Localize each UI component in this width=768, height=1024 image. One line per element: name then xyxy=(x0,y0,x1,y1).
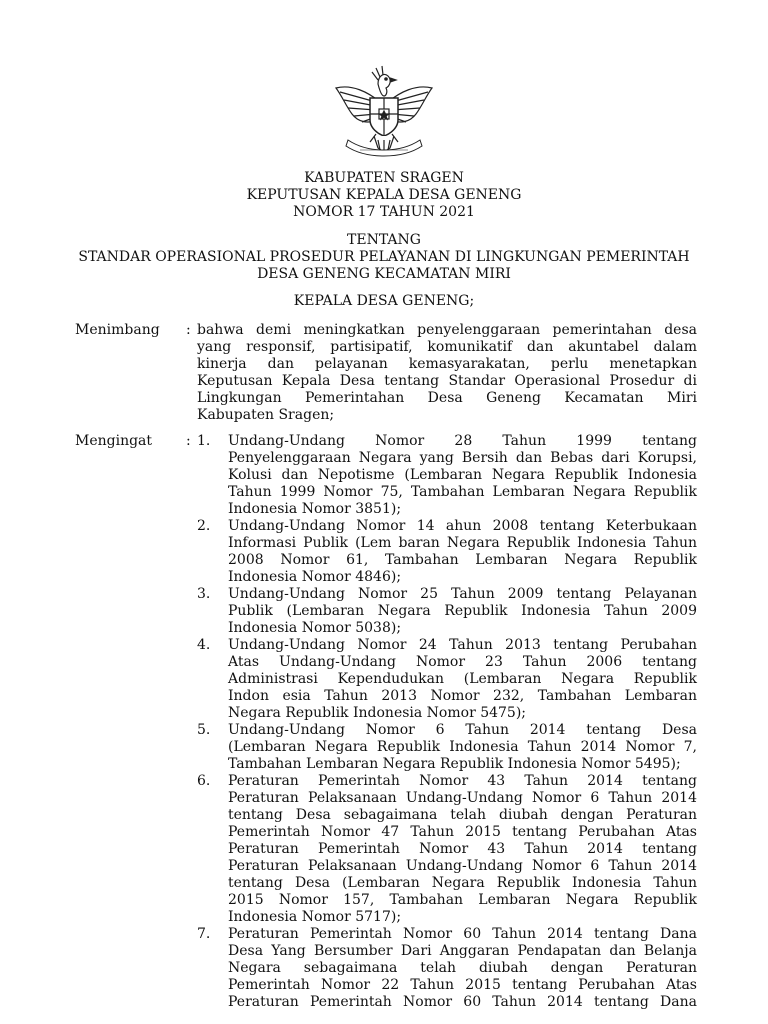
subject-line-2: DESA GENENG KECAMATAN MIRI xyxy=(257,266,511,282)
item-line: Negara Republik Indonesia Nomor 5475); xyxy=(228,705,527,721)
item-line: Kolusi dan Nepotisme (Lembaran Negara Republik Indonesia xyxy=(228,467,697,483)
item-line: Atas Undang-Undang Nomor 23 Tahun 2006 tentang xyxy=(228,654,697,670)
item-line: (Lembaran Negara Republik Indonesia Tahun 2014 Nomor 7, xyxy=(228,739,697,755)
decree-number: NOMOR 17 TAHUN 2021 xyxy=(293,204,475,220)
item-line: Tambahan Lembaran Negara Republik Indonesia Nomor 5495); xyxy=(228,756,681,772)
item-line: Pemerintah Nomor 22 Tahun 2015 tentang Perubahan Atas xyxy=(228,977,697,993)
menimbang-colon: : xyxy=(186,322,191,338)
item-line: Indonesia Nomor 5038); xyxy=(228,620,402,636)
item-line: Pemerintah Nomor 47 Tahun 2015 tentang Perubahan Atas xyxy=(228,824,697,840)
item-line: Publik (Lembaran Negara Republik Indonesia Tahun 2009 xyxy=(228,603,697,619)
menimbang-line: Lingkungan Pemerintahan Desa Geneng Kecamatan Miri xyxy=(197,390,697,406)
item-line: Indonesia Nomor 3851); xyxy=(228,501,402,517)
decree-subject xyxy=(0,232,768,283)
item-number: 6. xyxy=(197,773,211,789)
item-line: 2008 Nomor 61, Tambahan Lembaran Negara Republik xyxy=(228,552,697,568)
item-text xyxy=(228,926,697,1011)
item-line: Administrasi Kependudukan (Lembaran Negara Republik xyxy=(228,671,697,687)
document-header xyxy=(0,170,768,221)
item-line: Undang-Undang Nomor 24 Tahun 2013 tentang Perubahan xyxy=(228,637,697,653)
official-title: KEPALA DESA GENENG; xyxy=(293,293,475,309)
item-line: Undang-Undang Nomor 14 ahun 2008 tentang Keterbukaan xyxy=(228,518,697,534)
item-text xyxy=(228,722,697,773)
item-line: Undang-Undang Nomor 6 Tahun 2014 tentang Desa xyxy=(228,722,697,738)
item-text xyxy=(228,586,697,637)
item-line: 2015 Nomor 157, Tambahan Lembaran Negara Republik xyxy=(228,892,697,908)
item-line: tentang Desa (Lembaran Negara Republik Indonesia Tahun xyxy=(228,875,697,891)
item-line: Peraturan Pemerintah Nomor 43 Tahun 2014 tentang xyxy=(228,841,697,857)
garuda-emblem-icon xyxy=(330,62,438,162)
item-line: Peraturan Pemerintah Nomor 60 Tahun 2014 tentang Dana xyxy=(228,926,697,942)
item-line: Undang-Undang Nomor 28 Tahun 1999 tentang xyxy=(228,433,697,449)
item-line: Indonesia Nomor 5717); xyxy=(228,909,402,925)
regency-name: KABUPATEN SRAGEN xyxy=(304,170,464,186)
list-item xyxy=(197,722,697,773)
item-line: tentang Desa sebagaimana telah diubah dengan Peraturan xyxy=(228,807,697,823)
item-line: Penyelenggaraan Negara yang Bersih dan Bebas dari Korupsi, xyxy=(228,450,697,466)
item-number: 3. xyxy=(197,586,211,602)
item-line: Peraturan Pemerintah Nomor 60 Tahun 2014 tentang Dana xyxy=(228,994,697,1010)
mengingat-label: Mengingat xyxy=(75,433,153,449)
menimbang-line: Keputusan Kepala Desa tentang Standar Operasional Prosedur di xyxy=(197,373,697,389)
item-line: Informasi Publik (Lem baran Negara Republik Indonesia Tahun xyxy=(228,535,697,551)
mengingat-list xyxy=(197,433,697,1011)
item-line: Indonesia Nomor 4846); xyxy=(228,569,402,585)
item-number: 2. xyxy=(197,518,211,534)
list-item xyxy=(197,518,697,586)
mengingat-colon: : xyxy=(186,433,191,449)
list-item xyxy=(197,433,697,518)
item-line: Negara sebagaimana telah diubah dengan Peraturan xyxy=(228,960,697,976)
item-text xyxy=(228,433,697,518)
item-line: Peraturan Pelaksanaan Undang-Undang Nomor 6 Tahun 2014 xyxy=(228,858,697,874)
menimbang-label: Menimbang xyxy=(75,322,160,338)
menimbang-line: Kabupaten Sragen; xyxy=(197,407,335,423)
item-line: Desa Yang Bersumber Dari Anggaran Pendapatan dan Belanja xyxy=(228,943,697,959)
item-line: Peraturan Pemerintah Nomor 43 Tahun 2014 tentang xyxy=(228,773,697,789)
item-line: Undang-Undang Nomor 25 Tahun 2009 tentang Pelayanan xyxy=(228,586,697,602)
item-number: 4. xyxy=(197,637,211,653)
item-line: Tahun 1999 Nomor 75, Tambahan Lembaran Negara Republik xyxy=(228,484,697,500)
item-text xyxy=(228,518,697,586)
subject-line-1: STANDAR OPERASIONAL PROSEDUR PELAYANAN DI LINGKUNGAN PEMERINTAH xyxy=(78,249,690,265)
item-number: 7. xyxy=(197,926,211,942)
list-item xyxy=(197,773,697,926)
list-item xyxy=(197,926,697,1011)
item-text xyxy=(228,773,697,926)
decree-title: KEPUTUSAN KEPALA DESA GENENG xyxy=(246,187,522,203)
tentang-label: TENTANG xyxy=(347,232,421,248)
menimbang-line: kinerja dan pelayanan kemasyarakatan, perlu menetapkan xyxy=(197,356,697,372)
item-line: Peraturan Pelaksanaan Undang-Undang Nomor 6 Tahun 2014 xyxy=(228,790,697,806)
menimbang-line: bahwa demi meningkatkan penyelenggaraan pemerintahan desa xyxy=(197,322,697,338)
list-item xyxy=(197,637,697,722)
item-text xyxy=(228,637,697,722)
item-line: Indon esia Tahun 2013 Nomor 232, Tambahan Lembaran xyxy=(228,688,697,704)
list-item xyxy=(197,586,697,637)
item-number: 1. xyxy=(197,433,211,449)
item-number: 5. xyxy=(197,722,211,738)
menimbang-text xyxy=(197,322,697,424)
menimbang-line: yang responsif, partisipatif, komunikatif dan akuntabel dalam xyxy=(197,339,697,355)
